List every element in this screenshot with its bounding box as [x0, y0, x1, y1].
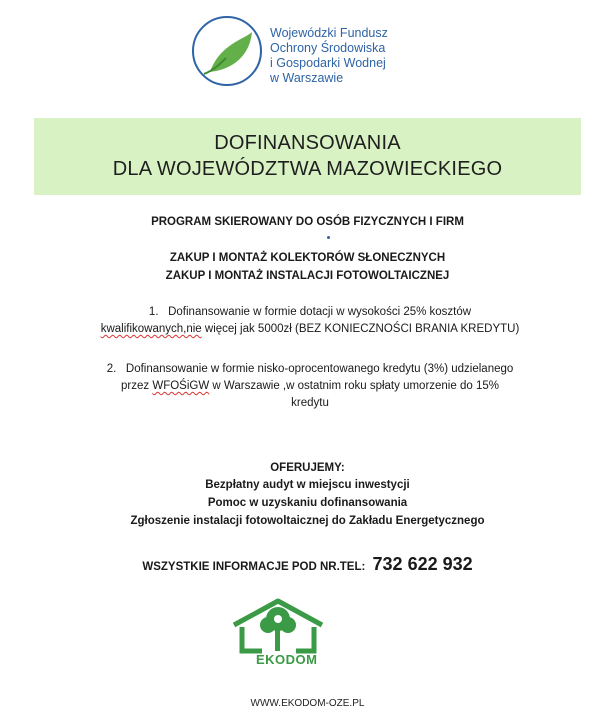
- list-item-1-line1: Dofinansowanie w formie dotacji w wysokości 25% kosztów: [168, 306, 472, 318]
- logo-line-2: Ochrony Środowiska: [270, 41, 386, 55]
- offer-line-3: Zgłoszenie instalacji fotowoltaicznej do Zakładu Energetycznego: [130, 515, 485, 527]
- list-item-2-line2: w Warszawie ,w ostatnim roku spłaty umorzenie do 15%: [209, 380, 499, 392]
- wfosigw-logo: [190, 14, 440, 98]
- list-item-2-line3: kredytu: [291, 397, 329, 409]
- list-item-1: [40, 304, 580, 338]
- phone-number[interactable]: 732 622 932: [372, 554, 473, 574]
- logo-line-1: Wojewódzki Fundusz: [270, 26, 388, 40]
- scope-line-1: ZAKUP I MONTAŻ KOLEKTORÓW SŁONECZNYCH: [169, 252, 446, 264]
- list-item-2-underlined: WFOŚiGW: [152, 380, 210, 392]
- offer-heading: OFERUJEMY:: [270, 462, 345, 474]
- list-item-1-number: 1.: [148, 306, 159, 318]
- logo-line-3: i Gospodarki Wodnej: [270, 56, 386, 70]
- offer-line-1: Bezpłatny audyt w miejscu inwestycji: [205, 479, 410, 491]
- contact-line: [0, 554, 615, 575]
- ekodom-brand-text: EKODOM: [256, 652, 318, 667]
- title-banner: [34, 118, 581, 195]
- offer-line-2: Pomoc w uzyskaniu dofinansowania: [207, 497, 408, 509]
- list-item-1-line2: więcej jak 5000zł (BEZ KONIECZNOŚCI BRANIA KREDYTU): [201, 323, 520, 335]
- website-link[interactable]: WWW.EKODOM-OZE.PL: [250, 698, 365, 709]
- contact-label: WSZYSTKIE INFORMACJE POD NR.TEL:: [142, 561, 366, 573]
- list-item-1-underlined: kwalifikowanych,nie: [100, 323, 202, 335]
- list-item-2-line1: Dofinansowanie w formie nisko-oprocentowanego kredytu (3%) udzielanego: [125, 363, 514, 375]
- logo-line-4: w Warszawie: [270, 71, 344, 85]
- scope-line-2: ZAKUP I MONTAŻ INSTALACJI FOTOWOLTAICZNEJ: [165, 270, 450, 282]
- blue-dot: [327, 236, 330, 239]
- banner-line-2: DLA WOJEWÓDZTWA MAZOWIECKIEGO: [112, 158, 503, 180]
- leaf-logo-icon: [190, 14, 264, 88]
- program-target: PROGRAM SKIEROWANY DO OSÓB FIZYCZNYCH I FIRM: [151, 216, 464, 228]
- banner-line-1: DOFINANSOWANIA: [214, 132, 401, 154]
- list-item-2: [40, 361, 580, 412]
- list-item-2-pre: przez: [121, 380, 153, 392]
- list-item-2-number: 2.: [106, 363, 117, 375]
- logo-text: [270, 26, 388, 86]
